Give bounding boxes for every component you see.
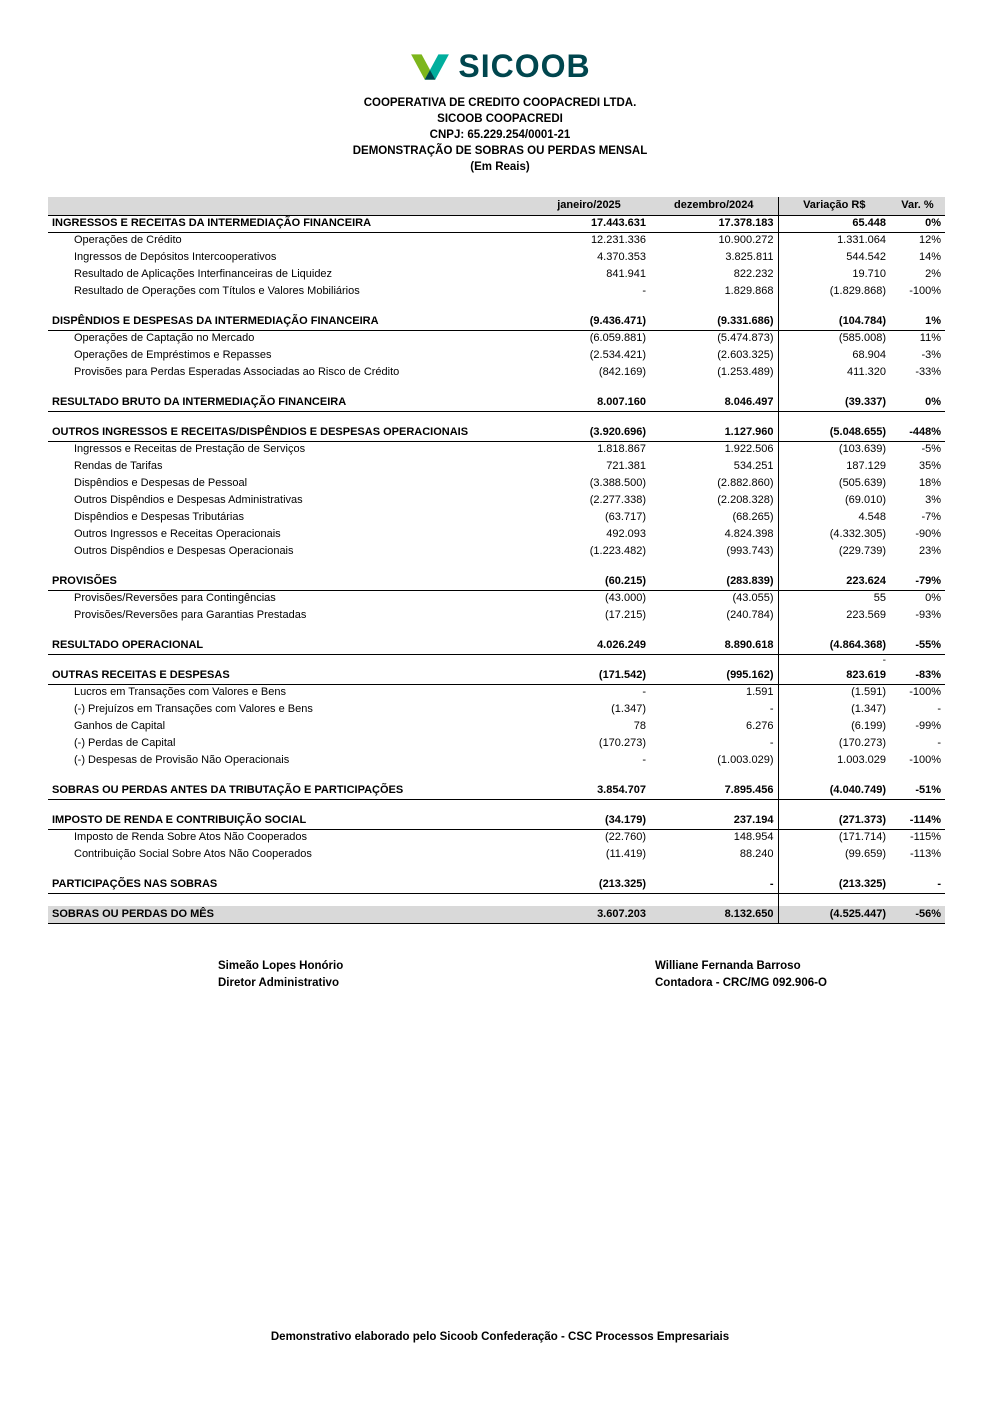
statement-row <box>48 543 945 560</box>
statement-row <box>48 458 945 475</box>
cell-var-pct: - <box>890 876 945 893</box>
cell-janeiro: 3.854.707 <box>528 782 650 799</box>
cell-dezembro: (5.474.873) <box>717 332 774 345</box>
spacer-row <box>48 863 945 876</box>
cell-janeiro: (1.347) <box>611 703 646 715</box>
cell-variacao: 187.129 <box>778 458 890 475</box>
row-label <box>48 863 528 876</box>
statement-row <box>48 876 945 893</box>
statement-row <box>48 667 945 684</box>
cell-dezembro: (2.882.860) <box>717 477 774 489</box>
cell-var-pct <box>890 381 945 394</box>
cell-variacao: (1.347) <box>778 701 890 718</box>
row-label: OUTROS INGRESSOS E RECEITAS/DISPÊNDIOS E DESPESAS OPERACIONAIS <box>48 424 528 441</box>
cell-janeiro: (11.419) <box>605 848 646 860</box>
cell-janeiro: (1.223.482) <box>589 545 646 557</box>
cell-variacao: - <box>778 654 890 667</box>
cell-dezembro <box>650 893 778 906</box>
row-label: Outros Dispêndios e Despesas Administrativas <box>74 494 303 506</box>
signature-right-title: Contadora - CRC/MG 092.906-O <box>655 976 827 989</box>
cell-dezembro: (9.331.686) <box>650 313 778 330</box>
row-label: Outros Dispêndios e Despesas Operacionais <box>74 545 294 557</box>
statement-row <box>48 347 945 364</box>
cell-variacao: (4.332.305) <box>778 526 890 543</box>
cell-janeiro <box>528 560 650 573</box>
signature-left <box>218 958 343 992</box>
cell-dezembro: 6.276 <box>745 720 774 732</box>
cell-janeiro: 492.093 <box>606 528 646 540</box>
cell-dezembro: - <box>769 737 774 749</box>
statement-row <box>48 283 945 300</box>
statement-row <box>48 330 945 347</box>
cell-variacao: 1.003.029 <box>778 752 890 769</box>
cell-variacao: 19.710 <box>778 266 890 283</box>
spacer-row <box>48 300 945 313</box>
cell-variacao: (4.525.447) <box>778 906 890 923</box>
sicoob-logo <box>0 0 1000 85</box>
cell-variacao: (104.784) <box>778 313 890 330</box>
row-label: OUTRAS RECEITAS E DESPESAS <box>48 667 528 684</box>
cell-dezembro: 88.240 <box>739 848 774 860</box>
cell-variacao: 55 <box>778 590 890 607</box>
cell-dezembro: 534.251 <box>733 460 774 472</box>
row-label: Operações de Empréstimos e Repasses <box>74 349 272 361</box>
cell-var-pct <box>890 893 945 906</box>
cell-dezembro: - <box>650 876 778 893</box>
cell-dezembro: 8.890.618 <box>650 637 778 654</box>
cell-variacao: 223.569 <box>778 607 890 624</box>
statement-row <box>48 906 945 923</box>
statement-title: DEMONSTRAÇÃO DE SOBRAS OU PERDAS MENSAL <box>352 145 648 157</box>
cell-janeiro: 3.607.203 <box>528 906 650 923</box>
cell-janeiro <box>528 654 650 667</box>
column-header-janeiro: janeiro/2025 <box>528 197 650 215</box>
cell-janeiro: 17.443.631 <box>528 215 650 232</box>
cell-dezembro: 3.825.811 <box>725 251 774 263</box>
statement-row <box>48 232 945 249</box>
cell-janeiro <box>528 381 650 394</box>
statement-row <box>48 607 945 624</box>
cell-dezembro: (1.003.029) <box>717 754 774 766</box>
cell-dezembro: 1.127.960 <box>650 424 778 441</box>
cell-var-pct: -100% <box>909 686 941 699</box>
row-label: Resultado de Operações com Títulos e Valores Mobiliários <box>74 285 360 297</box>
cell-var-pct: 18% <box>918 477 941 489</box>
cell-variacao: (170.273) <box>778 735 890 752</box>
cell-janeiro: (17.215) <box>605 609 646 621</box>
cell-var-pct: 23% <box>918 545 941 557</box>
company-name: COOPERATIVA DE CREDITO COOPACREDI LTDA. <box>363 97 637 109</box>
row-label: DISPÊNDIOS E DESPESAS DA INTERMEDIAÇÃO FINANCEIRA <box>48 313 528 330</box>
cell-var-pct: -3% <box>921 349 941 361</box>
cell-var-pct <box>890 654 945 667</box>
cell-dezembro <box>650 654 778 667</box>
row-label: Dispêndios e Despesas Tributárias <box>74 511 244 523</box>
row-label: INGRESSOS E RECEITAS DA INTERMEDIAÇÃO FINANCEIRA <box>48 215 528 232</box>
row-label: Ingressos de Depósitos Intercooperativos <box>74 251 277 263</box>
signature-right <box>655 958 827 992</box>
cell-dezembro: (283.839) <box>650 573 778 590</box>
cell-variacao: (1.829.868) <box>778 283 890 300</box>
cell-variacao: (69.010) <box>778 492 890 509</box>
spacer-row <box>48 560 945 573</box>
column-header-variacao: Variação R$ <box>778 197 890 215</box>
row-label: SOBRAS OU PERDAS ANTES DA TRIBUTAÇÃO E PARTICIPAÇÕES <box>48 782 528 799</box>
cell-janeiro: - <box>642 285 646 297</box>
cell-dezembro <box>650 799 778 812</box>
cnpj: CNPJ: 65.229.254/0001-21 <box>429 129 571 141</box>
row-label: Provisões/Reversões para Contingências <box>74 592 276 605</box>
statement-row <box>48 812 945 829</box>
cell-dezembro <box>650 769 778 782</box>
cell-dezembro: (43.055) <box>732 592 774 605</box>
row-label: Outros Ingressos e Receitas Operacionais <box>74 528 281 540</box>
statement-row <box>48 782 945 799</box>
statement-row <box>48 637 945 654</box>
cell-dezembro: 17.378.183 <box>650 215 778 232</box>
row-label <box>48 624 528 637</box>
cell-variacao: 223.624 <box>778 573 890 590</box>
cell-var-pct: -5% <box>921 443 941 456</box>
cell-var-pct <box>890 624 945 637</box>
cell-var-pct: -114% <box>890 812 945 829</box>
cell-variacao <box>778 381 890 394</box>
row-label: Contribuição Social Sobre Atos Não Cooperados <box>74 848 312 860</box>
cell-variacao <box>778 769 890 782</box>
cell-dezembro <box>650 381 778 394</box>
cell-variacao: 65.448 <box>778 215 890 232</box>
cell-janeiro: - <box>642 754 646 766</box>
cell-dezembro: 1.922.506 <box>724 443 774 456</box>
cell-var-pct <box>890 799 945 812</box>
cell-variacao <box>778 624 890 637</box>
cell-variacao: (213.325) <box>778 876 890 893</box>
row-label: (-) Despesas de Provisão Não Operacionais <box>74 754 290 766</box>
statement-row <box>48 752 945 769</box>
cell-variacao <box>778 893 890 906</box>
row-label <box>48 381 528 394</box>
cell-var-pct: 0% <box>890 215 945 232</box>
cell-janeiro: (34.179) <box>528 812 650 829</box>
cell-variacao: (271.373) <box>778 812 890 829</box>
row-label: Ganhos de Capital <box>74 720 166 732</box>
spacer-row <box>48 769 945 782</box>
cell-janeiro: (2.534.421) <box>589 349 646 361</box>
cell-janeiro: (43.000) <box>605 592 646 605</box>
statement-row <box>48 684 945 701</box>
spacer-row <box>48 654 945 667</box>
row-label: Rendas de Tarifas <box>74 460 163 472</box>
trade-name: SICOOB COOPACREDI <box>437 113 563 125</box>
cell-variacao: (505.639) <box>778 475 890 492</box>
cell-janeiro <box>528 893 650 906</box>
cell-dezembro: (1.253.489) <box>717 366 774 378</box>
row-label: Operações de Captação no Mercado <box>74 332 255 345</box>
cell-variacao: (6.199) <box>778 718 890 735</box>
row-label: Ingressos e Receitas de Prestação de Serviços <box>74 443 306 456</box>
cell-variacao: (4.864.368) <box>778 637 890 654</box>
cell-variacao: 411.320 <box>778 364 890 381</box>
cell-janeiro <box>528 863 650 876</box>
cell-janeiro: 12.231.336 <box>590 234 646 247</box>
cell-variacao: (1.591) <box>778 684 890 701</box>
cell-variacao: 4.548 <box>778 509 890 526</box>
cell-dezembro: 10.900.272 <box>718 234 774 247</box>
cell-janeiro: 8.007.160 <box>528 394 650 411</box>
column-header-var-pct: Var. % <box>890 197 945 215</box>
cell-dezembro: 4.824.398 <box>724 528 774 540</box>
cell-var-pct: -83% <box>890 667 945 684</box>
cell-var-pct: 35% <box>918 460 941 472</box>
cell-var-pct: - <box>937 737 941 749</box>
cell-var-pct: -100% <box>909 754 941 766</box>
row-label: SOBRAS OU PERDAS DO MÊS <box>48 906 528 923</box>
statement-row <box>48 573 945 590</box>
cell-var-pct <box>890 560 945 573</box>
statement-row <box>48 509 945 526</box>
row-label: Resultado de Aplicações Interfinanceiras de Liquidez <box>74 268 333 280</box>
cell-janeiro: (213.325) <box>528 876 650 893</box>
cell-janeiro <box>528 300 650 313</box>
row-label: Provisões para Perdas Esperadas Associadas ao Risco de Crédito <box>74 366 400 378</box>
cell-dezembro: (995.162) <box>650 667 778 684</box>
cell-var-pct: -7% <box>921 511 941 523</box>
cell-variacao: 68.904 <box>778 347 890 364</box>
cell-dezembro: 7.895.456 <box>650 782 778 799</box>
row-label: Provisões/Reversões para Garantias Prestadas <box>74 609 307 621</box>
cell-janeiro: (171.542) <box>528 667 650 684</box>
signature-left-name: Simeão Lopes Honório <box>218 959 344 972</box>
row-label <box>48 560 528 573</box>
cell-dezembro: 8.046.497 <box>650 394 778 411</box>
cell-janeiro: (3.388.500) <box>589 477 646 489</box>
cell-janeiro: - <box>642 686 646 699</box>
statement-row <box>48 441 945 458</box>
cell-var-pct: 14% <box>918 251 941 263</box>
cell-dezembro: (240.784) <box>726 609 774 621</box>
row-label: (-) Perdas de Capital <box>74 737 176 749</box>
cell-janeiro: 4.026.249 <box>528 637 650 654</box>
statement-rows <box>48 215 945 923</box>
sicoob-logo-text: SICOOB <box>458 48 591 84</box>
statement-row <box>48 526 945 543</box>
spacer-row <box>48 411 945 424</box>
cell-janeiro: 721.381 <box>606 460 646 472</box>
cell-variacao: (103.639) <box>778 441 890 458</box>
statement-row <box>48 829 945 846</box>
spacer-row <box>48 624 945 637</box>
statement-row <box>48 266 945 283</box>
cell-dezembro <box>650 411 778 424</box>
cell-janeiro: (63.717) <box>605 511 646 523</box>
row-label <box>48 411 528 424</box>
cell-var-pct: 3% <box>925 494 941 506</box>
signatures <box>0 958 1000 1018</box>
statement-row <box>48 249 945 266</box>
statement-row <box>48 313 945 330</box>
cell-var-pct: -79% <box>890 573 945 590</box>
cell-janeiro <box>528 799 650 812</box>
statement-row <box>48 846 945 863</box>
cell-var-pct: -56% <box>890 906 945 923</box>
cell-janeiro: (2.277.338) <box>589 494 646 506</box>
cell-dezembro: 148.954 <box>733 831 774 844</box>
row-label <box>48 799 528 812</box>
row-label: IMPOSTO DE RENDA E CONTRIBUIÇÃO SOCIAL <box>48 812 528 829</box>
cell-var-pct: -93% <box>915 609 941 621</box>
statement-row <box>48 718 945 735</box>
row-label: (-) Prejuízos em Transações com Valores e Bens <box>74 703 313 715</box>
cell-variacao: (4.040.749) <box>778 782 890 799</box>
statement-row <box>48 475 945 492</box>
cell-janeiro: (9.436.471) <box>528 313 650 330</box>
cell-janeiro <box>528 769 650 782</box>
cell-janeiro: 841.941 <box>606 268 646 280</box>
cell-janeiro: (842.169) <box>598 366 646 378</box>
cell-dezembro: 8.132.650 <box>650 906 778 923</box>
cell-janeiro: 1.818.867 <box>597 443 646 456</box>
row-label: PROVISÕES <box>48 573 528 590</box>
cell-dezembro <box>650 863 778 876</box>
cell-variacao: 1.331.064 <box>778 232 890 249</box>
row-label <box>48 893 528 906</box>
cell-dezembro <box>650 560 778 573</box>
statement-row <box>48 215 945 232</box>
row-label <box>48 300 528 313</box>
currency-note: (Em Reais) <box>470 161 530 173</box>
page-footer-note: Demonstrativo elaborado pelo Sicoob Confederação - CSC Processos Empresariais <box>270 1331 730 1343</box>
cell-dezembro: (2.208.328) <box>717 494 774 506</box>
cell-janeiro: (6.059.881) <box>589 332 646 345</box>
statement-table <box>48 197 945 924</box>
row-label: Dispêndios e Despesas de Pessoal <box>74 477 248 489</box>
cell-janeiro: 4.370.353 <box>597 251 646 263</box>
cell-var-pct: 12% <box>918 234 941 247</box>
statement-row <box>48 394 945 411</box>
cell-variacao <box>778 799 890 812</box>
cell-variacao <box>778 560 890 573</box>
cell-var-pct: 11% <box>919 332 941 345</box>
cell-var-pct <box>890 300 945 313</box>
statement-row <box>48 701 945 718</box>
row-label: RESULTADO BRUTO DA INTERMEDIAÇÃO FINANCEIRA <box>48 394 528 411</box>
spacer-row <box>48 799 945 812</box>
cell-variacao: (5.048.655) <box>778 424 890 441</box>
statement-row <box>48 590 945 607</box>
cell-dezembro: - <box>769 703 774 715</box>
row-label: PARTICIPAÇÕES NAS SOBRAS <box>48 876 528 893</box>
cell-var-pct: 0% <box>890 394 945 411</box>
cell-dezembro <box>650 300 778 313</box>
cell-var-pct <box>890 411 945 424</box>
cell-var-pct: -99% <box>915 720 941 732</box>
cell-dezembro: 822.232 <box>733 268 774 280</box>
signature-left-title: Diretor Administrativo <box>218 976 339 989</box>
cell-variacao <box>778 411 890 424</box>
row-label: Imposto de Renda Sobre Atos Não Cooperados <box>74 831 307 844</box>
cell-var-pct <box>890 769 945 782</box>
statement-row <box>48 364 945 381</box>
cell-variacao: 544.542 <box>778 249 890 266</box>
row-label <box>48 769 528 782</box>
cell-dezembro: (68.265) <box>732 511 774 523</box>
cell-variacao <box>778 863 890 876</box>
sicoob-logo-icon <box>409 52 451 82</box>
cell-variacao: (39.337) <box>778 394 890 411</box>
cell-var-pct: -113% <box>910 848 941 860</box>
cell-var-pct: -448% <box>890 424 945 441</box>
cell-janeiro <box>528 411 650 424</box>
column-header-empty <box>48 197 528 215</box>
cell-var-pct: -90% <box>915 528 941 540</box>
cell-dezembro: 237.194 <box>650 812 778 829</box>
cell-var-pct <box>890 863 945 876</box>
cell-variacao: (585.008) <box>778 330 890 347</box>
statement-row <box>48 424 945 441</box>
cell-var-pct: -51% <box>890 782 945 799</box>
cell-janeiro: (3.920.696) <box>528 424 650 441</box>
cell-janeiro: (170.273) <box>598 737 646 749</box>
statement-row <box>48 492 945 509</box>
column-header-row <box>48 197 945 215</box>
statement-row <box>48 735 945 752</box>
cell-var-pct: - <box>937 703 941 715</box>
cell-variacao: 823.619 <box>778 667 890 684</box>
cell-var-pct: -55% <box>890 637 945 654</box>
row-label <box>48 654 528 667</box>
row-label: RESULTADO OPERACIONAL <box>48 637 528 654</box>
cell-var-pct: -100% <box>909 285 941 297</box>
cell-dezembro: (993.743) <box>726 545 774 557</box>
cell-dezembro: (2.603.325) <box>717 349 774 361</box>
cell-variacao <box>778 300 890 313</box>
cell-janeiro: 78 <box>633 720 646 732</box>
cell-variacao: (171.714) <box>778 829 890 846</box>
cell-variacao: (99.659) <box>778 846 890 863</box>
cell-janeiro: (22.760) <box>605 831 646 844</box>
spacer-row <box>48 893 945 906</box>
cell-var-pct: 0% <box>925 592 941 605</box>
cell-dezembro: 1.829.868 <box>724 285 774 297</box>
document-header <box>0 95 1000 175</box>
spacer-row <box>48 381 945 394</box>
column-header-dezembro: dezembro/2024 <box>650 197 778 215</box>
cell-janeiro <box>528 624 650 637</box>
cell-dezembro: 1.591 <box>745 686 774 699</box>
cell-dezembro <box>650 624 778 637</box>
cell-var-pct: -115% <box>910 831 941 844</box>
row-label: Operações de Crédito <box>74 234 182 247</box>
signature-right-name: Williane Fernanda Barroso <box>655 959 801 972</box>
cell-janeiro: (60.215) <box>528 573 650 590</box>
cell-var-pct: -33% <box>915 366 941 378</box>
cell-variacao: (229.739) <box>778 543 890 560</box>
cell-var-pct: 2% <box>925 268 941 280</box>
row-label: Lucros em Transações com Valores e Bens <box>74 686 286 699</box>
cell-var-pct: 1% <box>890 313 945 330</box>
